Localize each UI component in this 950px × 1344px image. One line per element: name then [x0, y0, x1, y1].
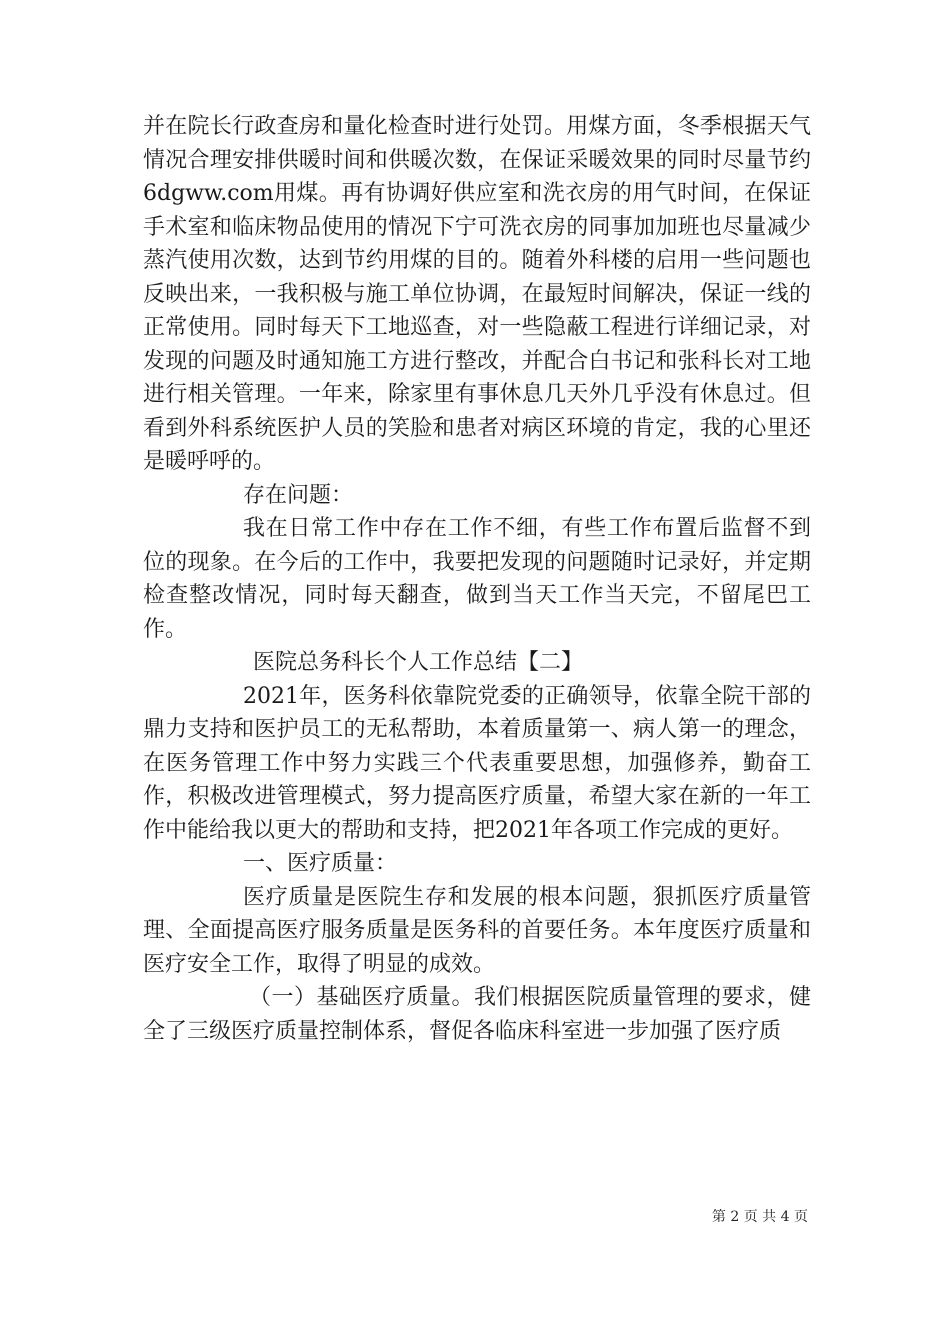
paragraph-supplies-management: 并在院长行政查房和量化检查时进行处罚。用煤方面，冬季根据天气情况合理安排供暖时间和供暖次数，在保证采暖效果的同时尽量节约6dgww.com用煤。再有协调好供应室和洗衣房的用气时间，在保证手术室和临床物品使用的情况下宁可洗衣房的同事加加班也尽量减少蒸汽使用次数，达到节约用煤的目的。随着外科楼的启用一些问题也反映出来，一我积极与施工单位协调，在最短时间解决，保证一线的正常使用。同时每天下工地巡查，对一些隐蔽工程进行详细记录，对发现的问题及时通知施工方进行整改，并配合白书记和张科长对工地进行相关管理。一年来，除家里有事休息几天外几乎没有休息过。但看到外科系统医护人员的笑脸和患者对病区环境的肯定，我的心里还是暖呼呼的。 — [143, 114, 811, 474]
paragraph-intro-2021: 2021年，医务科依靠院党委的正确领导，依靠全院干部的鼎力支持和医护员工的无私帮助，本着质量第一、病人第一的理念，在医务管理工作中努力实践三个代表重要思想，加强修养，勤奋工作，积极改进管理模式，努力提高医疗质量，希望大家在新的一年工作中能给我以更大的帮助和支持，把2021年各项工作完成的更好。 — [143, 683, 811, 843]
document-body — [143, 110, 811, 1048]
paragraph-basic-quality: （一）基础医疗质量。我们根据医院质量管理的要求，健全了三级医疗质量控制体系，督促各临床科室进一步加强了医疗质 — [143, 985, 811, 1044]
section-title: 医院总务科长个人工作总结【二】 — [253, 650, 584, 675]
paragraph-medical-quality-body: 医疗质量是医院生存和发展的根本问题，狠抓医疗质量管理、全面提高医疗服务质量是医务科的首要任务。本年度医疗质量和医疗安全工作，取得了明显的成效。 — [143, 884, 811, 977]
paragraph-problems-body: 我在日常工作中存在工作不细，有些工作布置后监督不到位的现象。在今后的工作中，我要把发现的问题随时记录好，并定期检查整改情况，同时每天翻查，做到当天工作当天完，不留尾巴工作。 — [143, 516, 811, 642]
paragraph-medical-quality-heading: 一、医疗质量： — [243, 851, 398, 876]
paragraph-problems-heading: 存在问题： — [243, 482, 354, 508]
page-number-footer: 第 2 页 共 4 页 — [711, 1209, 808, 1225]
